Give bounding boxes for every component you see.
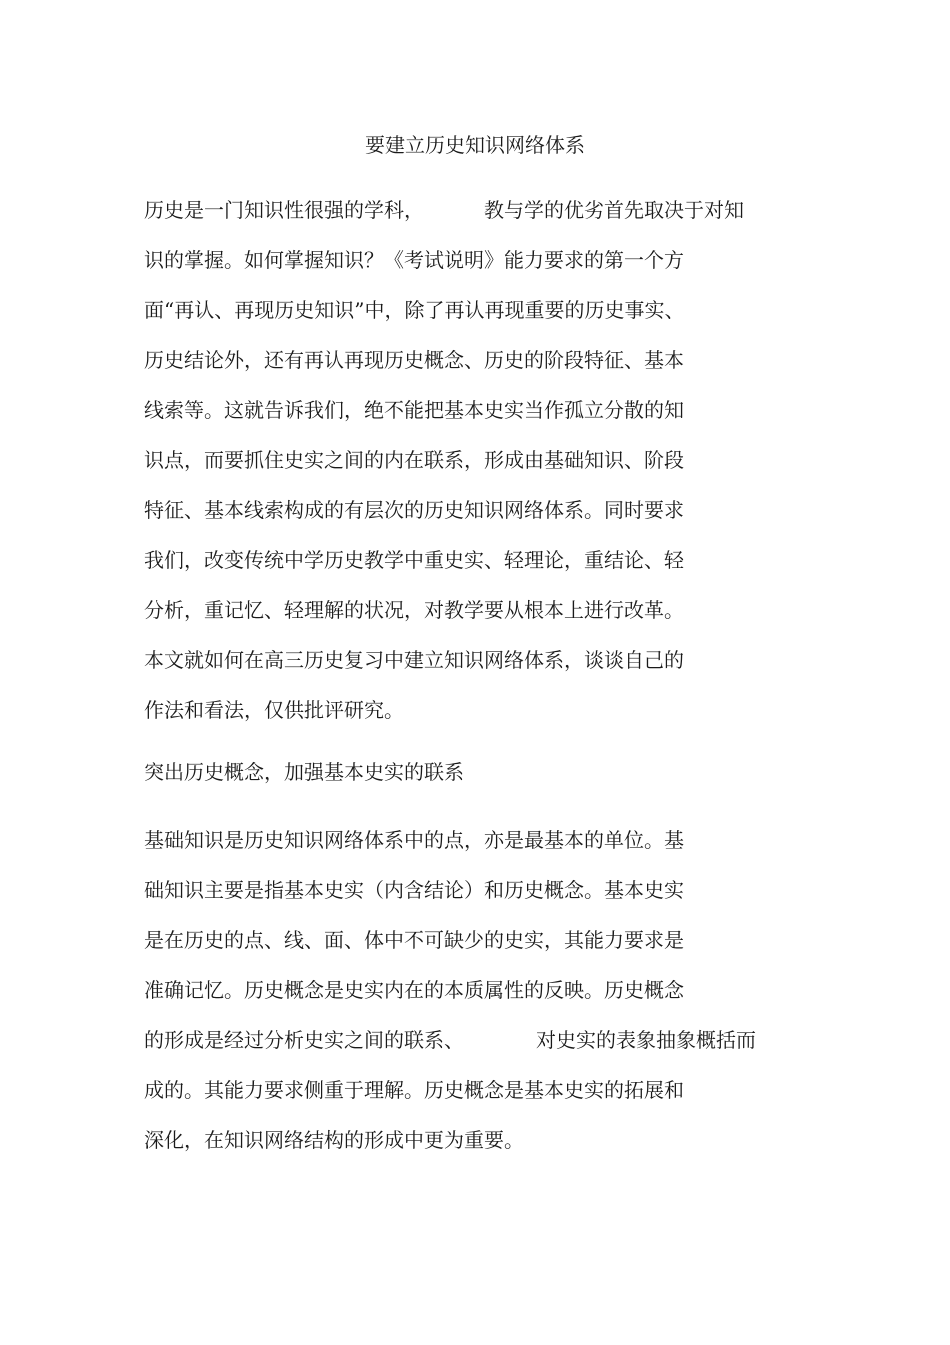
intro-line-1-part-1: 历史是一门知识性很强的学科，: [144, 198, 424, 222]
section-line-2: 础知识主要是指基本史实（内含结论）和历史概念。基本史实: [144, 878, 684, 902]
intro-line-11: 作法和看法，仅供批评研究。: [144, 698, 404, 722]
intro-line-2: 识的掌握。如何掌握知识？《考试说明》能力要求的第一个方: [144, 248, 684, 272]
section-line-7: 深化，在知识网络结构的形成中更为重要。: [144, 1128, 524, 1152]
intro-line-1-part-2: 教与学的优劣首先取决于对知: [484, 198, 744, 222]
section-line-5-part-1: 的形成是经过分析史实之间的联系、: [144, 1028, 464, 1052]
intro-line-10: 本文就如何在高三历史复习中建立知识网络体系，谈谈自己的: [144, 648, 684, 672]
intro-line-9: 分析，重记忆、轻理解的状况，对教学要从根本上进行改革。: [144, 598, 684, 622]
intro-line-7: 特征、基本线索构成的有层次的历史知识网络体系。同时要求: [144, 498, 684, 522]
section-line-6: 成的。其能力要求侧重于理解。历史概念是基本史实的拓展和: [144, 1078, 684, 1102]
section-line-1: 基础知识是历史知识网络体系中的点，亦是最基本的单位。基: [144, 828, 684, 852]
intro-line-6: 识点，而要抓住史实之间的内在联系，形成由基础知识、阶段: [144, 448, 684, 472]
section-line-4: 准确记忆。历史概念是史实内在的本质属性的反映。历史概念: [144, 978, 684, 1002]
intro-line-4: 历史结论外，还有再认再现历史概念、历史的阶段特征、基本: [144, 348, 684, 372]
section-heading: 突出历史概念，加强基本史实的联系: [144, 760, 464, 784]
section-line-3: 是在历史的点、线、面、体中不可缺少的史实，其能力要求是: [144, 928, 684, 952]
section-line-5-part-2: 对史实的表象抽象概括而: [536, 1028, 756, 1052]
section-line-5: [144, 1026, 756, 1054]
document-title: 要建立历史知识网络体系: [365, 133, 585, 157]
intro-line-3: 面“再认、再现历史知识”中，除了再认再现重要的历史事实、: [144, 298, 685, 322]
intro-line-8: 我们，改变传统中学历史教学中重史实、轻理论，重结论、轻: [144, 548, 684, 572]
intro-line-5: 线索等。这就告诉我们，绝不能把基本史实当作孤立分散的知: [144, 398, 684, 422]
intro-line-1: [144, 196, 744, 224]
